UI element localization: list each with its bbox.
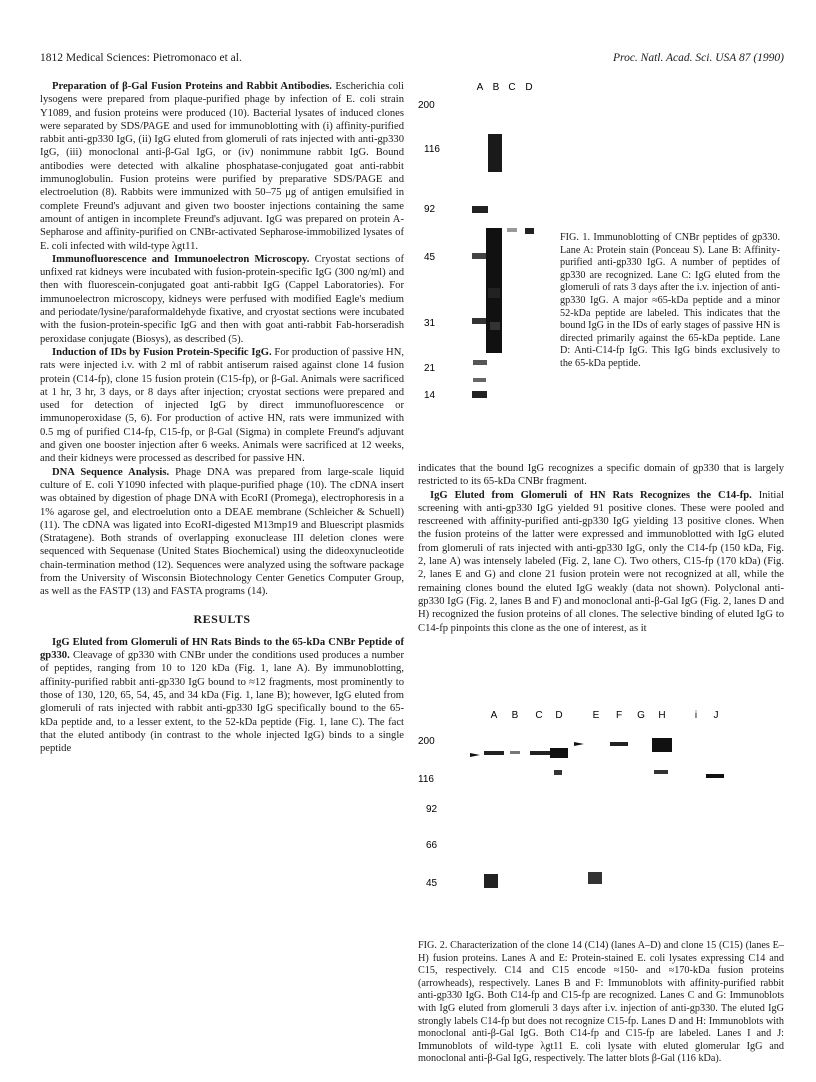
paragraph-text: For production of passive HN, rats were injected i.v. with 2 ml of rabbit antiserum raised against clone 14 fusion protein (C14-fp), clone 15 fusion protein (C15-fp), or β-Gal. Animals were sacrificed at 1 hr, 3 hr, 3 days, or 8 days after injection; cryostat sections were prepared and used for detection of injected IgG by direct immunofluorescence or immunoperoxidase (5, 6). For production of active HN, rats were immunized with 0.5 mg of purified C14-fp, C15-fp, or β-Gal (Sigma) in complete Freund's adjuvant and given one booster injection after 6 weeks. Animals were sacrificed at 12 weeks, and their kidneys were processed as described for passive HN. xyxy=(40,346,404,465)
gel-band xyxy=(550,748,568,758)
gel-smear xyxy=(488,134,502,172)
gel-band xyxy=(490,322,500,330)
lane-label: A xyxy=(490,710,498,721)
paragraph-continued: indicates that the bound IgG recognizes a specific domain of gp330 that is largely restricted to its 65-kDa CNBr fragment. xyxy=(418,463,784,488)
left-column xyxy=(40,80,404,756)
lane-label: D xyxy=(555,710,563,721)
lane-label: F xyxy=(615,710,623,721)
gel-band xyxy=(588,872,602,884)
header-right: Proc. Natl. Acad. Sci. USA 87 (1990) xyxy=(613,52,784,64)
marker-label: 45 xyxy=(424,252,436,263)
marker-label: 31 xyxy=(424,318,436,329)
gel-band xyxy=(554,770,562,775)
gel-band xyxy=(472,318,488,324)
right-column-top xyxy=(418,462,784,635)
gel-band xyxy=(472,206,488,213)
results-heading: RESULTS xyxy=(193,611,251,626)
paragraph-text: Escherichia coli lysogens were prepared from plaque-purified phage by infection of E. coli strain Y1089, and fusion proteins were produced (10). Bacterial lysates of induced clones were separated by SDS/PAGE and used for immunoblotting with (i) affinity-purified rabbit anti-gp330 IgG, (ii) IgG eluted from glomeruli of rats injected with anti-gp330 IgG, (iii) monoclonal anti-β-Gal IgG, or (iv) nonimmune rabbit IgG. Bound antibodies were detected with alkaline phosphatase-conjugated goat anti-rabbit immunoglobulin. Fusion proteins were purified by preparative SDS/PAGE and electroelution (8). Rabbits were immunized with 50–75 μg of antigen emulsified in complete Freund's adjuvant and given two booster injections containing the same amount of antigen in incomplete Freund's adjuvant. IgG was prepared on protein A-Sepharose and affinity-purified on CNBr-activated Sepharose-immobilized lysates of E. coli infected with wild-type λgt11. xyxy=(40,81,405,252)
lane-label: B xyxy=(492,82,500,93)
lane-label: E xyxy=(592,710,600,721)
lane-label: i xyxy=(694,710,698,721)
marker-label: 116 xyxy=(418,774,434,785)
gel-band xyxy=(473,378,486,382)
lane-label: C xyxy=(535,710,543,721)
gel-band xyxy=(610,742,628,746)
paragraph-c14-fp xyxy=(418,489,784,635)
section-heading: DNA Sequence Analysis. xyxy=(52,466,170,478)
paragraph-dna-sequence xyxy=(40,466,404,599)
lane-label: J xyxy=(713,710,719,721)
gel-band xyxy=(473,360,487,365)
marker-label: 66 xyxy=(426,840,438,851)
lane-label: A xyxy=(476,82,484,93)
gel-band xyxy=(706,774,724,778)
gel-band xyxy=(472,253,486,259)
arrowhead-marker xyxy=(574,742,584,746)
lane-label: C xyxy=(508,82,516,93)
paragraph-text: Cleavage of gp330 with CNBr under the conditions used produces a number of peptides, ranging from 10 to 120 kDa (Fig. 1, lane A). By immunoblotting, affinity-purified rabbit anti-gp330 IgG bound to ≈12 fragments, most prominently to those of 130, 120, 65, 54, 45, and 34 kDa (Fig. 1, lane B); however, IgG eluted from glomeruli of rats injected with rabbit anti-gp330 IgG specifically bound to the 65-kDa peptide and, to a lesser extent, to the 52-kDa peptide (Fig. 1, lane C). The fact that the eluted antibody (in contrast to the whole injected IgG) binds to a single peptide xyxy=(40,650,404,755)
lane-label: B xyxy=(511,710,519,721)
gel-band xyxy=(484,751,504,755)
gel-band xyxy=(510,751,520,754)
paragraph-text: Phage DNA was prepared from large-scale liquid culture of E. coli Y1090 infected with plaque-purified phage (10). The cDNA insert was obtained by digestion of phage DNA with EcoRI (Promega), electrophoresis in a 1% agarose gel, and electroelution onto a DEAE membrane (Schleicher & Schuell) (11). The cDNA was ligated into EcoRI-digested M13mp19 and Bluescript plasmids (Stratagene). Both strands of overlapping exonuclease III deletion clones were sequenced with Sequenase (United States Biochemical) using the dideoxynucleotide chain-termination method (12). Sequences were analyzed using the software package from the University of Wisconsin Biotechnology Center Genetics Computer Group, as well as the FASTP (13) and FASTA programs (14). xyxy=(40,466,404,598)
marker-label: 92 xyxy=(424,204,436,215)
lane-label: H xyxy=(658,710,666,721)
section-heading: Preparation of β-Gal Fusion Proteins and Rabbit Antibodies. xyxy=(52,81,332,92)
marker-label: 200 xyxy=(418,100,435,111)
paragraph-results-1 xyxy=(40,636,404,756)
figure-2-caption: FIG. 2. Characterization of the clone 14 (C14) (lanes A–D) and clone 15 (C15) (lanes E–H) fusion proteins. Lanes A and E: Protein-stained E. coli lysates expressing C14 and C15, respectively. C14 and C15 encode ≈150- and ≈170-kDa fusion proteins (arrowheads), respectively. Lanes B and F: Immunoblots with affinity-purified rabbit anti-gp330 IgG. Both C14-fp and C15-fp are recognized. Lanes C and G: Immunoblots with IgG eluted from glomeruli 3 days after i.v. injection of anti-gp330. The eluted IgG strongly labels C14-fp but does not recognize C15-fp. Lanes D and H: Immunoblots with monoclonal anti-β-Gal IgG. Both C14-fp and C15-fp are labeled. Lanes I and J: Immunoblots of wild-type λgt11 E. coli lysate with eluted glomerular IgG and monoclonal anti-β-Gal IgG, respectively. The latter blots β-Gal (116 kDa). xyxy=(418,940,784,1065)
marker-label: 92 xyxy=(426,804,438,815)
paragraph-text: Initial screening with anti-gp330 IgG yielded 91 positive clones. These were pooled and rescreened with affinity-purified anti-gp330 IgG yielding 13 positive clones. When the fusion proteins of the latter were expressed and immunoblotted with IgG eluted from glomeruli of rats injected with anti-gp330 IgG, only the C14-fp (150 kDa, Fig. 2, lane A) was intensely labeled (Fig. 2, lane C). Two others, C15-fp (170 kDa) (Fig. 2, lanes E and G) and clone 21 fusion protein were not recognized at all, while the remaining clones bound the eluted IgG weakly (data not shown). Polyclonal anti-gp330 IgG (Fig. 2, lanes B and F) and monoclonal anti-β-Gal IgG (Fig. 2, lanes D and H) recognized the fusion proteins of all clones. The selective binding of eluted IgG to C14-fp pinpoints this clone as the one of interest, as it xyxy=(418,489,785,634)
running-header xyxy=(40,52,784,68)
marker-label: 21 xyxy=(424,363,436,374)
figure-1-blot xyxy=(418,78,558,458)
lane-label: G xyxy=(637,710,645,721)
section-heading: Immunofluorescence and Immunoelectron Microscopy. xyxy=(52,253,310,265)
marker-label: 45 xyxy=(426,878,438,889)
marker-label: 116 xyxy=(424,144,440,155)
lane-label: D xyxy=(525,82,533,93)
paragraph-text: Cryostat sections of unfixed rat kidneys were incubated with fusion-protein-specific IgG (300 ng/ml) and then with fluorescein-conjugated goat anti-rabbit IgG (Cappel Laboratories). For immunoelectron microscopy, kidneys were perfused with modified Eagle's medium and periodate/lysine/paraformaldehyde fixative, and cryostat sections were incubated with the fusion-protein-specific IgG and then with goat anti-rabbit Fab-horseradish peroxidase conjugate (Biosys), as described (5). xyxy=(40,253,404,345)
paragraph-fusion-proteins xyxy=(40,80,404,253)
gel-band xyxy=(472,391,487,398)
paragraph-induction xyxy=(40,346,404,466)
section-heading: Induction of IDs by Fusion Protein-Specific IgG. xyxy=(52,346,272,358)
section-heading: IgG Eluted from Glomeruli of HN Rats Binds to the 65-kDa CNBr Peptide of gp330. xyxy=(40,636,404,662)
paragraph-immunofluorescence xyxy=(40,253,404,346)
gel-band xyxy=(525,228,534,234)
gel-band xyxy=(488,288,500,298)
gel-band xyxy=(530,751,550,755)
marker-label: 14 xyxy=(424,390,436,401)
gel-band xyxy=(507,228,517,232)
gel-band xyxy=(652,738,672,752)
gel-band xyxy=(654,770,668,774)
arrowhead-marker xyxy=(470,753,480,757)
marker-label: 200 xyxy=(418,736,435,747)
figure-2-blot xyxy=(418,706,784,936)
figure-1-caption: FIG. 1. Immunoblotting of CNBr peptides of gp330. Lane A: Protein stain (Ponceau S). Lane B: Affinity-purified anti-gp330 IgG. A number of peptides of gp330 are recognized. Lane C: IgG eluted from the glomeruli of rats 3 days after the i.v. injection of anti-gp330 IgG. A major ≈65-kDa peptide and a minor 52-kDa peptide are labeled. This indicates that the bound IgG in the IDs of early stages of passive HN is directed primarily against the 65-kDa peptide. Lane D: Anti-C14-fp IgG. This IgG binds exclusively to the 65-kDa peptide. xyxy=(560,232,780,369)
section-heading: IgG Eluted from Glomeruli of HN Rats Recognizes the C14-fp. xyxy=(430,489,752,501)
gel-band xyxy=(484,874,498,888)
header-left: 1812 Medical Sciences: Pietromonaco et al. xyxy=(40,52,242,64)
